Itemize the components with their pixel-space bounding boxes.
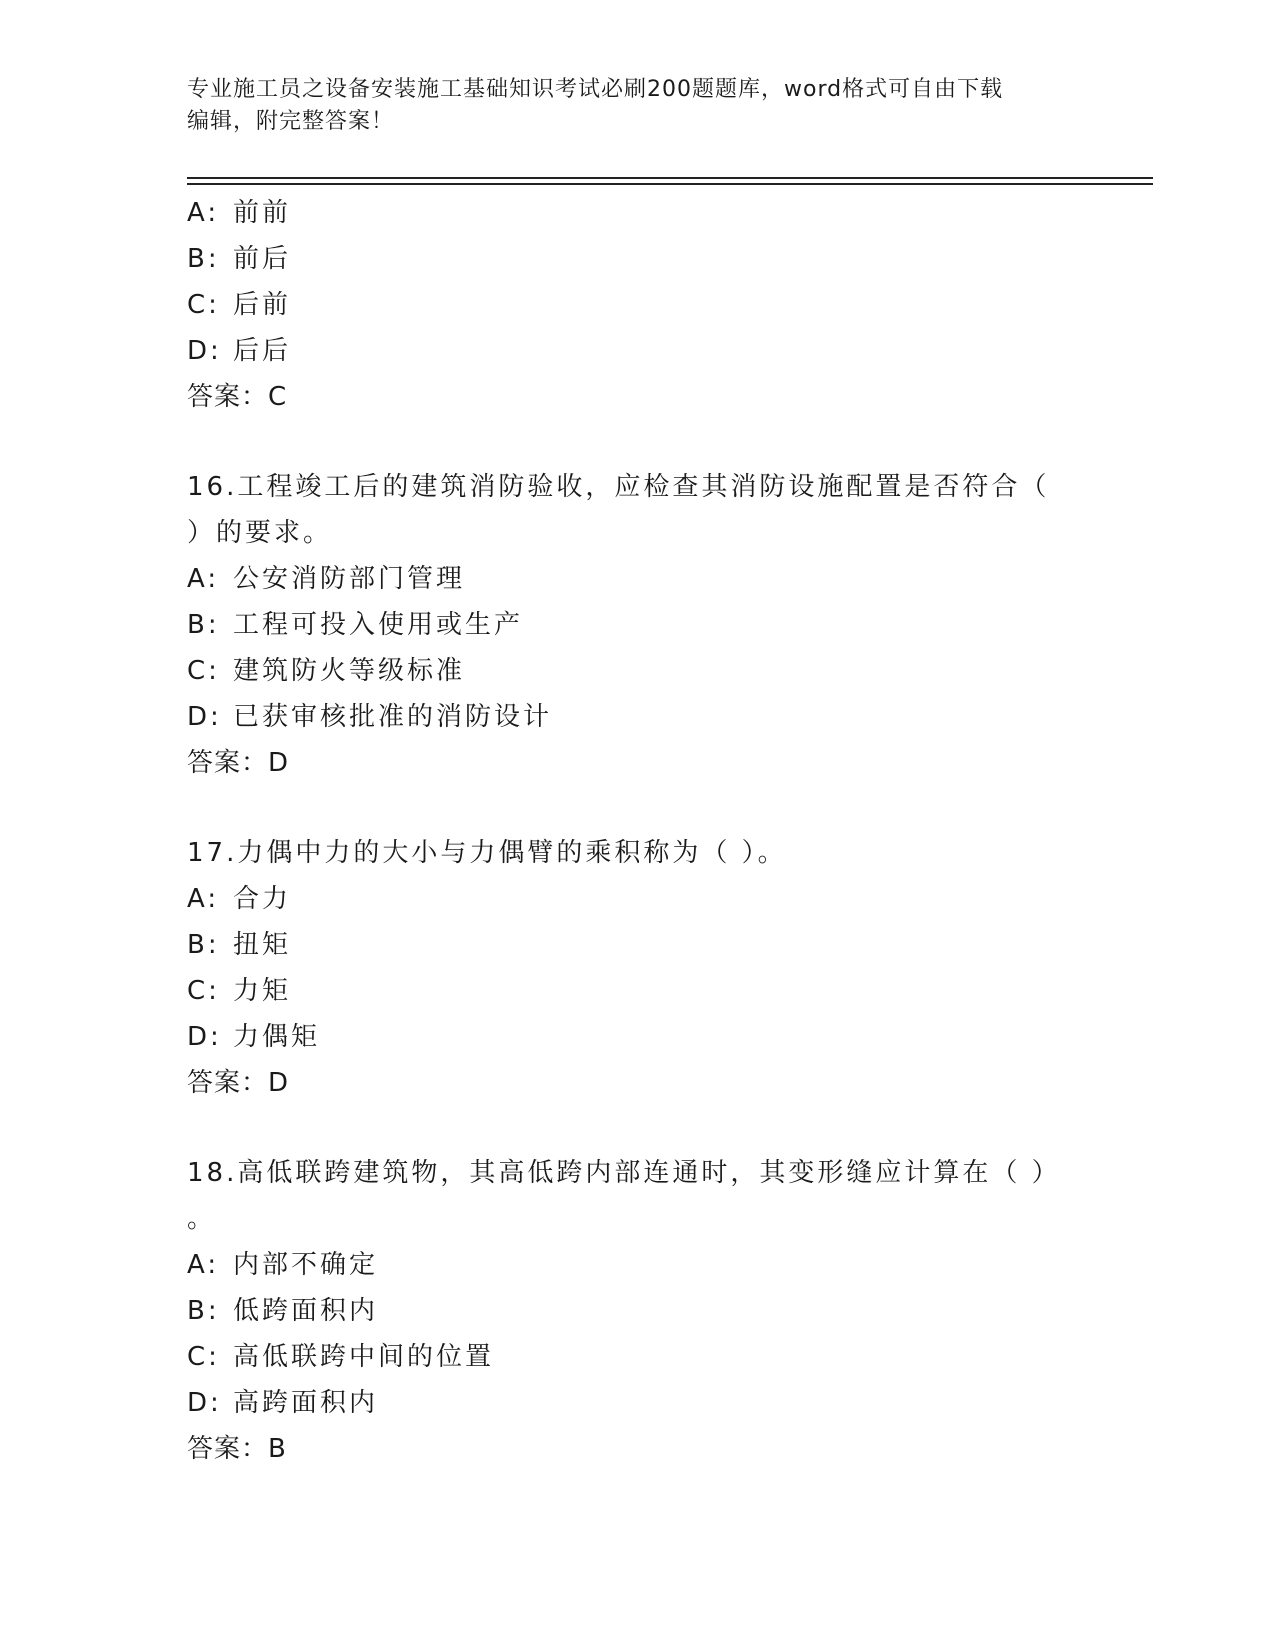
answer-line: [187, 740, 1067, 786]
question-line-2: ）的要求。: [187, 518, 333, 548]
option-b: [187, 236, 1067, 282]
option-text: 内部不确定: [233, 1250, 379, 1280]
question-15: [187, 190, 1067, 420]
option-d: [187, 328, 1067, 374]
question-content: [187, 190, 1067, 1472]
option-text: 建筑防火等级标准: [233, 656, 466, 686]
option-text: 工程可投入使用或生产: [233, 610, 524, 640]
option-text: 扭矩: [233, 930, 292, 960]
answer-value: C: [268, 382, 288, 412]
option-text: 合力: [233, 884, 292, 914]
option-a: [187, 190, 1067, 236]
option-label: D:: [187, 1022, 222, 1052]
answer-line: [187, 374, 1067, 420]
option-c: [187, 648, 1067, 694]
header-divider-top: [187, 177, 1153, 179]
option-a: [187, 1242, 1067, 1288]
option-label: D:: [187, 336, 222, 366]
header-divider-bottom: [187, 183, 1153, 185]
option-label: D:: [187, 702, 222, 732]
option-label: A:: [187, 564, 220, 594]
question-line-1: 16.工程竣工后的建筑消防验收，应检查其消防设施配置是否符合（: [187, 472, 1050, 502]
option-label: B:: [187, 244, 220, 274]
option-label: B:: [187, 930, 220, 960]
question-line-1: 17.力偶中力的大小与力偶臂的乘积称为（ ）。: [187, 838, 787, 868]
option-label: A:: [187, 1250, 220, 1280]
question-17: [187, 830, 1067, 1106]
option-text: 力偶矩: [233, 1022, 321, 1052]
option-text: 前前: [233, 198, 292, 228]
question-16: [187, 464, 1067, 786]
answer-label: 答案：: [187, 382, 269, 412]
answer-label: 答案：: [187, 1434, 269, 1464]
option-label: C:: [187, 290, 220, 320]
option-b: [187, 1288, 1067, 1334]
option-label: C:: [187, 656, 220, 686]
option-label: B:: [187, 1296, 220, 1326]
option-d: [187, 1014, 1067, 1060]
header-line-2: 编辑，附完整答案！: [187, 109, 395, 134]
answer-label: 答案：: [187, 748, 269, 778]
option-text: 后前: [233, 290, 292, 320]
answer-line: [187, 1060, 1067, 1106]
option-text: 已获审核批准的消防设计: [233, 702, 553, 732]
option-text: 公安消防部门管理: [233, 564, 466, 594]
option-text: 低跨面积内: [233, 1296, 379, 1326]
option-text: 高跨面积内: [233, 1388, 379, 1418]
answer-value: D: [268, 748, 290, 778]
question-line-1: 18.高低联跨建筑物，其高低跨内部连通时，其变形缝应计算在（ ）: [187, 1158, 1061, 1188]
option-label: B:: [187, 610, 220, 640]
option-b: [187, 602, 1067, 648]
option-text: 力矩: [233, 976, 292, 1006]
option-c: [187, 1334, 1067, 1380]
answer-value: D: [268, 1068, 290, 1098]
option-d: [187, 1380, 1067, 1426]
question-18: [187, 1150, 1067, 1472]
option-c: [187, 968, 1067, 1014]
option-text: 前后: [233, 244, 292, 274]
option-label: C:: [187, 976, 220, 1006]
option-a: [187, 556, 1067, 602]
option-text: 后后: [233, 336, 292, 366]
header-line-1: 专业施工员之设备安装施工基础知识考试必刷200题题库，word格式可自由下载: [187, 77, 1004, 102]
answer-value: B: [268, 1434, 287, 1464]
option-b: [187, 922, 1067, 968]
question-text: [187, 830, 1067, 876]
option-label: A:: [187, 884, 220, 914]
option-label: D:: [187, 1388, 222, 1418]
answer-label: 答案：: [187, 1068, 269, 1098]
document-header: [187, 74, 1087, 138]
question-line-2: 。: [187, 1204, 217, 1234]
question-text: [187, 464, 1067, 556]
option-label: A:: [187, 198, 220, 228]
option-a: [187, 876, 1067, 922]
option-text: 高低联跨中间的位置: [233, 1342, 495, 1372]
question-text: [187, 1150, 1067, 1242]
option-c: [187, 282, 1067, 328]
option-label: C:: [187, 1342, 220, 1372]
answer-line: [187, 1426, 1067, 1472]
option-d: [187, 694, 1067, 740]
